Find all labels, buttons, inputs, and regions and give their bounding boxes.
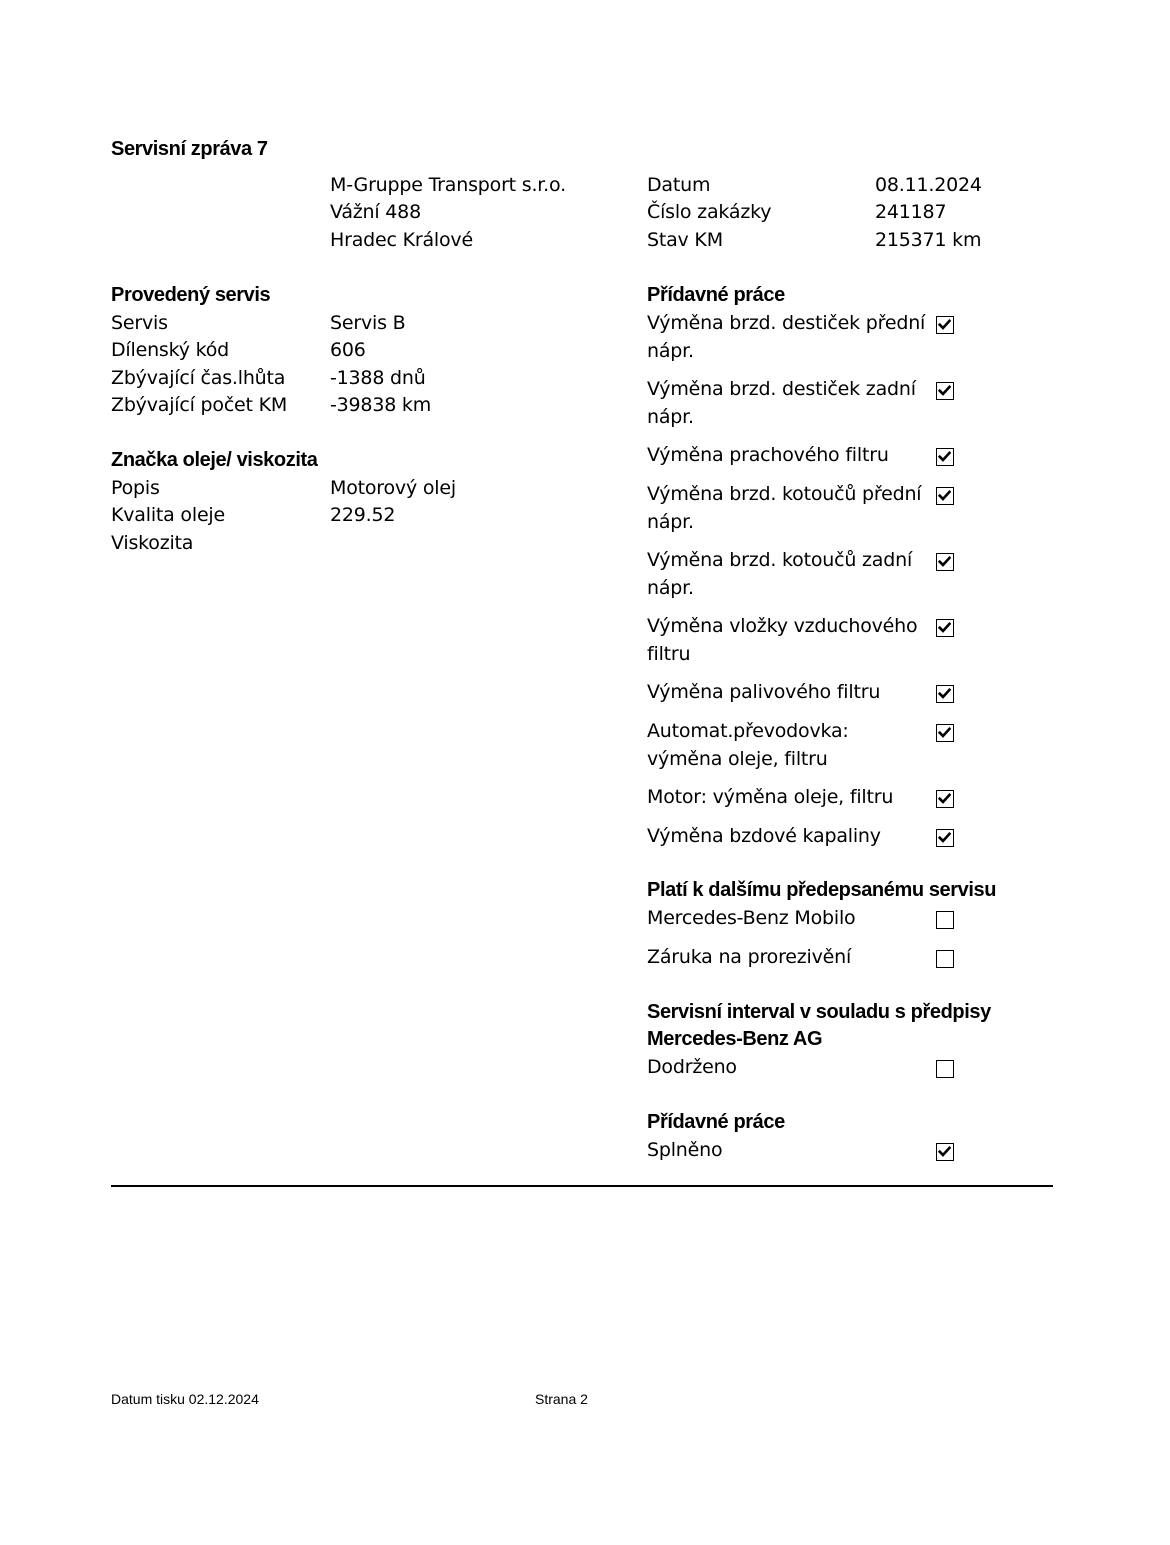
service-label: Zbývající čas.lhůta: [111, 367, 286, 389]
checkmark-icon: [938, 489, 951, 502]
service-label: Servis: [111, 312, 168, 334]
oil-label: Kvalita oleje: [111, 504, 225, 526]
checkmark-icon: [938, 384, 951, 397]
additional-item-label: Automat.převodovka: výměna oleje, filtru: [647, 720, 849, 770]
service-value: Servis B: [330, 312, 406, 334]
checkbox[interactable]: [936, 619, 954, 637]
interval-heading-line2: Mercedes-Benz AG: [647, 1028, 823, 1050]
page-title: Servisní zpráva 7: [111, 138, 268, 160]
checkbox[interactable]: [936, 382, 954, 400]
oil-heading: Značka oleje/ viskozita: [111, 449, 318, 471]
checkbox[interactable]: [936, 1143, 954, 1161]
additional-item-label: Výměna brzd. destiček zadní nápr.: [647, 378, 916, 428]
checkbox[interactable]: [936, 553, 954, 571]
additional-item-label: Výměna prachového filtru: [647, 444, 889, 466]
checkmark-icon: [938, 726, 951, 739]
info-label-km: Stav KM: [647, 229, 723, 251]
checkmark-icon: [938, 450, 951, 463]
checkmark-icon: [938, 318, 951, 331]
horizontal-rule: [111, 1185, 1053, 1187]
checkbox[interactable]: [936, 487, 954, 505]
additional-item-label: Výměna brzd. kotoučů zadní nápr.: [647, 549, 913, 599]
service-label: Zbývající počet KM: [111, 394, 288, 416]
oil-label: Popis: [111, 477, 160, 499]
checkmark-icon: [938, 621, 951, 634]
address-city: Hradec Králové: [330, 229, 473, 251]
footer-page-number: Strana 2: [535, 1391, 588, 1407]
valid-next-item-label: Záruka na prorezivění: [647, 946, 852, 968]
service-value: -39838 km: [330, 394, 432, 416]
checkbox[interactable]: [936, 316, 954, 334]
additional-item-label: Výměna vložky vzduchového filtru: [647, 615, 918, 665]
info-label-order: Číslo zakázky: [647, 201, 772, 223]
oil-value: Motorový olej: [330, 477, 456, 499]
checkbox[interactable]: [936, 829, 954, 847]
footer-print-date: Datum tisku 02.12.2024: [111, 1391, 259, 1407]
checkbox[interactable]: [936, 724, 954, 742]
checkbox[interactable]: [936, 448, 954, 466]
checkmark-icon: [938, 831, 951, 844]
info-value-date: 08.11.2024: [875, 174, 982, 196]
checkbox[interactable]: [936, 790, 954, 808]
address-street: Vážní 488: [330, 201, 421, 223]
valid-next-item-label: Mercedes-Benz Mobilo: [647, 907, 856, 929]
additional-item-label: Výměna brzd. destiček přední nápr.: [647, 312, 926, 362]
service-label: Dílenský kód: [111, 339, 230, 361]
additional-heading: Přídavné práce: [647, 284, 785, 306]
interval-item-label: Dodrženo: [647, 1056, 737, 1078]
checkbox[interactable]: [936, 1060, 954, 1078]
oil-label: Viskozita: [111, 532, 194, 554]
additional-item-label: Výměna brzd. kotoučů přední nápr.: [647, 483, 922, 533]
checkmark-icon: [938, 687, 951, 700]
service-value: 606: [330, 339, 366, 361]
additional2-heading: Přídavné práce: [647, 1111, 785, 1133]
additional-item-label: Výměna palivového filtru: [647, 681, 881, 703]
service-value: -1388 dnů: [330, 367, 426, 389]
service-heading: Provedený servis: [111, 284, 271, 306]
checkmark-icon: [938, 1145, 951, 1158]
info-label-date: Datum: [647, 174, 711, 196]
additional-item-label: Výměna bzdové kapaliny: [647, 825, 881, 847]
interval-heading: Servisní interval v souladu s předpisy: [647, 1001, 991, 1023]
checkmark-icon: [938, 555, 951, 568]
valid-next-heading: Platí k dalšímu předepsanému servisu: [647, 879, 997, 901]
checkbox[interactable]: [936, 685, 954, 703]
checkbox[interactable]: [936, 950, 954, 968]
oil-value: 229.52: [330, 504, 396, 526]
address-company: M-Gruppe Transport s.r.o.: [330, 174, 566, 196]
checkbox[interactable]: [936, 911, 954, 929]
info-value-km: 215371 km: [875, 229, 982, 251]
info-value-order: 241187: [875, 201, 947, 223]
additional2-item-label: Splněno: [647, 1139, 723, 1161]
additional-item-label: Motor: výměna oleje, filtru: [647, 786, 894, 808]
checkmark-icon: [938, 792, 951, 805]
